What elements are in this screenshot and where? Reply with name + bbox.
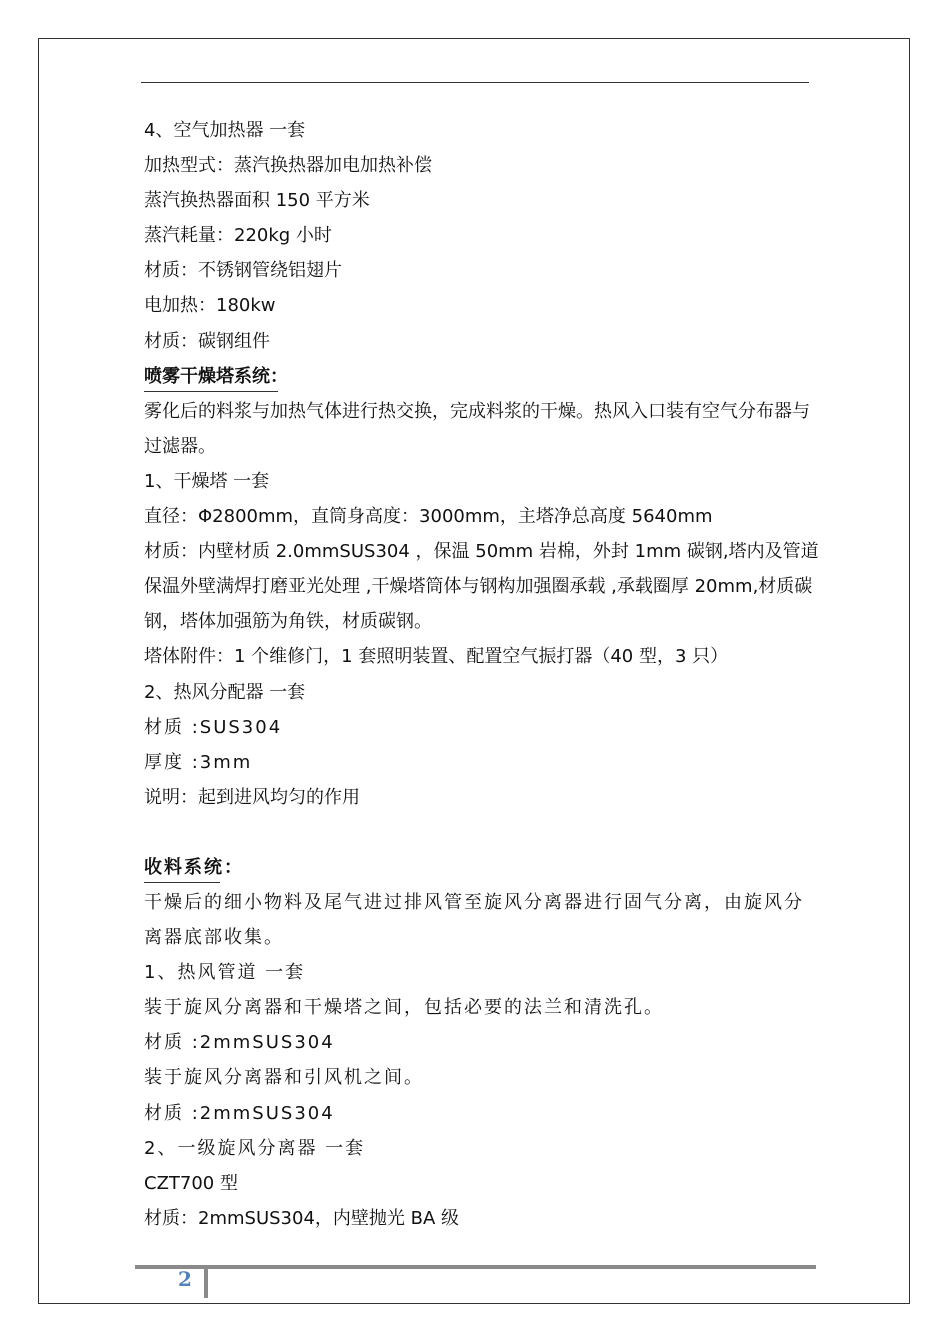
text-line: 装于旋风分离器和引风机之间。	[144, 1067, 424, 1089]
text-line: 直径：Φ2800mm，直筒身高度：3000mm，主塔净总高度 5640mm	[144, 506, 713, 528]
text-line: 材质 :2mmSUS304	[144, 1032, 335, 1054]
footer-divider	[204, 1265, 208, 1298]
section-heading-text: 喷雾干燥塔系统：	[144, 365, 288, 387]
heading-underline	[144, 882, 220, 883]
text-line: 电加热：180kw	[144, 295, 276, 317]
section-intro: 干燥后的细小物料及尾气进过排风管至旋风分离器进行固气分离，由旋风分离器底部收集。	[144, 891, 804, 949]
text-line: 装于旋风分离器和干燥塔之间，包括必要的法兰和清洗孔。	[144, 997, 664, 1019]
text-line: 说明：起到进风均匀的作用	[144, 786, 360, 808]
material-paragraph: 材质：内壁材质 2.0mmSUS304 ，保温 50mm 岩棉，外封 1mm 碳钢,塔内及管道保温外壁满焊打磨亚光处理 ,干燥塔筒体与钢构加强圈承载 ,承载圈厚 20mm,材质碳钢，塔体加强筋为角铁，材质碳钢。	[144, 541, 819, 633]
text-line: 材质：不锈钢管绕铝翅片	[144, 260, 342, 282]
text-line: 材质 :2mmSUS304	[144, 1102, 335, 1124]
section-intro: 雾化后的料浆与加热气体进行热交换，完成料浆的干燥。热风入口装有空气分布器与过滤器。	[144, 400, 810, 457]
text-line: 蒸汽耗量：220kg 小时	[144, 225, 332, 247]
text-line: 蒸汽换热器面积 150 平方米	[144, 190, 370, 212]
text-line: 塔体附件：1 个维修门，1 套照明装置、配置空气振打器（40 型，3 只）	[144, 646, 729, 668]
page-number: 2	[178, 1267, 192, 1291]
text-line: 1、干燥塔 一套	[144, 470, 270, 492]
document-body	[144, 113, 820, 1236]
section-heading-spray-dryer	[144, 359, 820, 394]
header-rule	[141, 82, 809, 83]
footer-rule	[135, 1265, 816, 1269]
text-line: 2、热风分配器 一套	[144, 681, 306, 703]
text-line: 2、一级旋风分离器 一套	[144, 1137, 366, 1159]
text-line: 厚度 :3mm	[144, 751, 253, 773]
section-heading-text: 收料系统：	[144, 856, 244, 878]
heading-underline	[144, 391, 278, 392]
text-line: 材质：碳钢组件	[144, 330, 270, 352]
text-line: 4、空气加热器 一套	[144, 120, 306, 141]
text-line: 加热型式：蒸汽换热器加电加热补偿	[144, 155, 432, 177]
text-line: 材质：2mmSUS304，内壁抛光 BA 级	[144, 1207, 460, 1229]
paragraph-gap	[144, 815, 820, 850]
text-line: 1、热风管道 一套	[144, 962, 306, 984]
text-line: 材质 :SUS304	[144, 716, 283, 738]
text-line: CZT700 型	[144, 1172, 238, 1194]
section-heading-collection	[144, 850, 820, 885]
